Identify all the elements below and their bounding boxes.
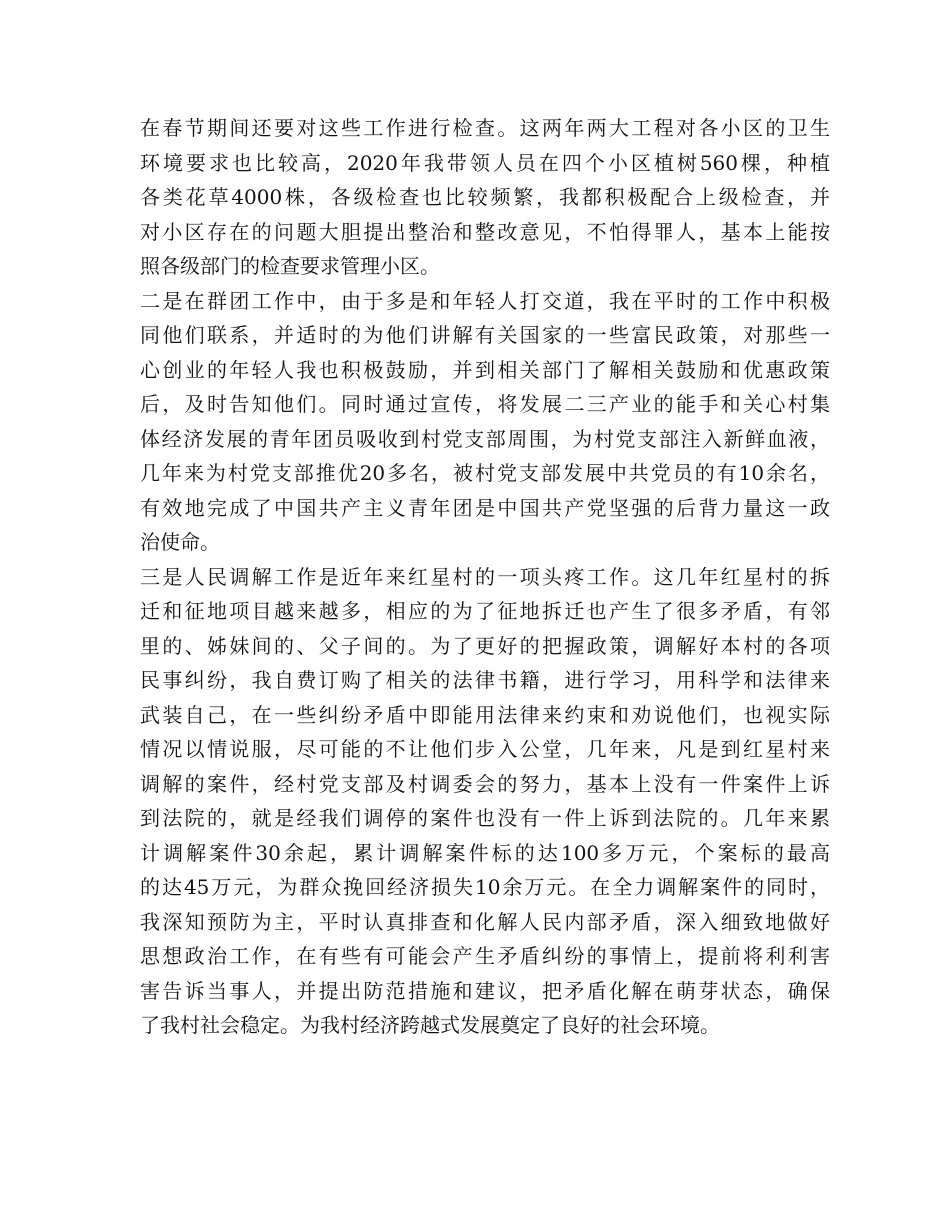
text-line: 的达45万元，为群众挽回经济损失10余万元。在全力调解案件的同时， (140, 875, 830, 899)
text-line: 里的、姊妹间的、父子间的。为了更好的把握政策，调解好本村的各项 (140, 633, 830, 658)
text-line: 各类花草4000株，各级检查也比较频繁，我都积极配合上级检查，并 (140, 185, 830, 209)
paragraph-3 (140, 560, 830, 1043)
text-line: 心创业的年轻人我也积极鼓励，并到相关部门了解相关鼓励和优惠政策 (140, 357, 830, 382)
text-line: 同他们联系，并适时的为他们讲解有关国家的一些富民政策，对那些一 (140, 323, 830, 347)
text-line: 害告诉当事人，并提出防范措施和建议，把矛盾化解在萌芽状态，确保 (140, 978, 830, 1003)
text-line: 迁和征地项目越来越多，相应的为了征地拆迁也产生了很多矛盾，有邻 (140, 599, 830, 623)
text-line: 武装自己，在一些纠纷矛盾中即能用法律来约束和劝说他们，也视实际 (140, 702, 830, 727)
paragraph-2 (140, 284, 830, 560)
text-line: 计调解案件30余起，累计调解案件标的达100多万元，个案标的最高 (140, 840, 830, 865)
paragraph-1 (140, 111, 830, 284)
text-line: 调解的案件，经村党支部及村调委会的努力，基本上没有一件案件上诉 (140, 771, 830, 796)
document-body (140, 111, 830, 1043)
text-line: 民事纠纷，我自费订购了相关的法律书籍，进行学习，用科学和法律来 (140, 668, 830, 692)
text-line: 到法院的，就是经我们调停的案件也没有一件上诉到法院的。几年来累 (140, 806, 830, 830)
text-line: 三是人民调解工作是近年来红星村的一项头疼工作。这几年红星村的拆 (140, 564, 830, 589)
text-line: 二是在群团工作中，由于多是和年轻人打交道，我在平时的工作中积极 (140, 288, 830, 313)
text-line: 了我村社会稳定。为我村经济跨越式发展奠定了良好的社会环境。 (140, 1013, 720, 1037)
text-line: 几年来为村党支部推优20多名，被村党支部发展中共党员的有10余名， (140, 461, 830, 485)
text-line: 思想政治工作，在有些有可能会产生矛盾纠纷的事情上，提前将利利害 (140, 944, 830, 968)
text-line: 有效地完成了中国共产主义青年团是中国共产党坚强的后背力量这一政 (140, 495, 830, 520)
text-line: 情况以情说服，尽可能的不让他们步入公堂，几年来，凡是到红星村来 (140, 737, 830, 761)
text-line: 在春节期间还要对这些工作进行检查。这两年两大工程对各小区的卫生 (140, 116, 830, 140)
text-line: 环境要求也比较高，2020年我带领人员在四个小区植树560棵，种植 (140, 150, 830, 175)
text-line: 后，及时告知他们。同时通过宣传，将发展二三产业的能手和关心村集 (140, 392, 830, 416)
text-line: 体经济发展的青年团员吸收到村党支部周围，为村党支部注入新鲜血液， (140, 426, 830, 451)
text-line: 照各级部门的检查要求管理小区。 (140, 254, 440, 278)
text-line: 治使命。 (140, 530, 220, 554)
text-line: 对小区存在的问题大胆提出整治和整改意见，不怕得罪人，基本上能按 (140, 219, 830, 244)
text-line: 我深知预防为主，平时认真排查和化解人民内部矛盾，深入细致地做好 (140, 909, 830, 934)
